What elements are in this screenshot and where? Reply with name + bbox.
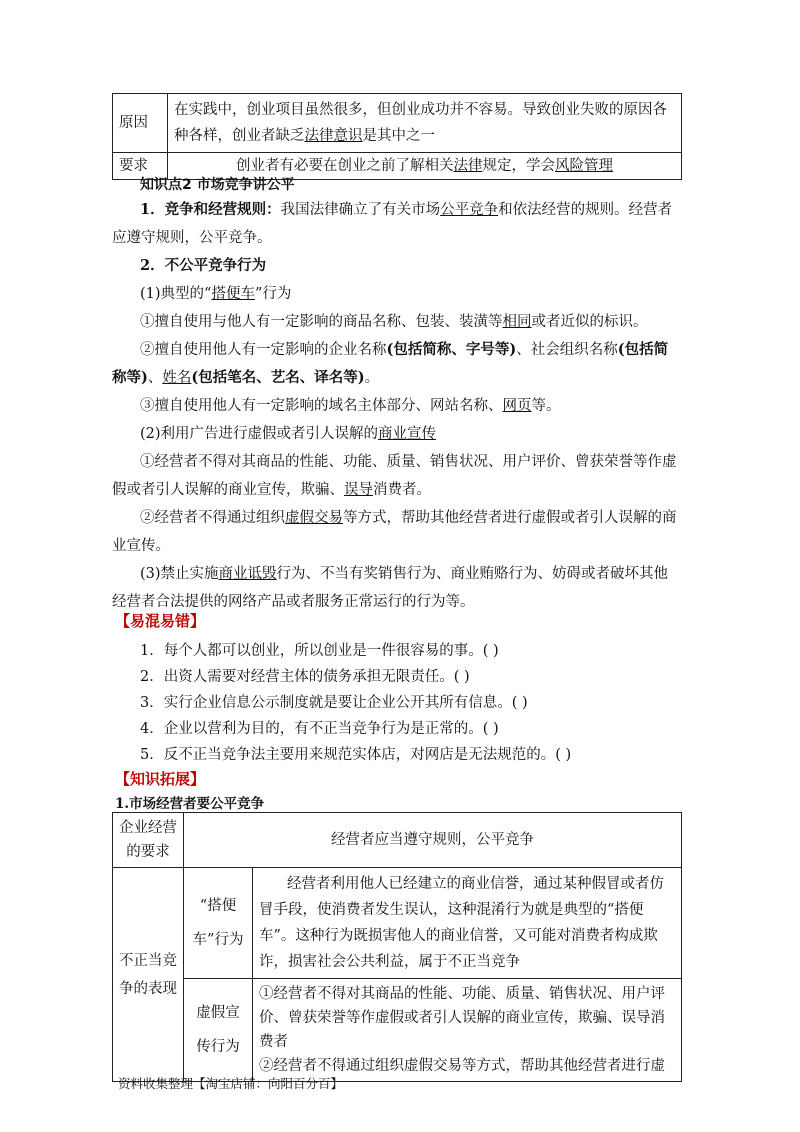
false-ad-text: ①经营者不得对其商品的性能、功能、质量、销售状况、用户评价、曾获荣誉等作虚假或者引人误解的商业宣传，欺骗、误导消费者 ②经营者不得通过组织虚假交易等方式，帮助其他经营者进行虚 — [253, 979, 682, 1082]
paragraph-item-1: ①擅自使用与他人有一定影响的商品名称、包装、装潢等相同或者近似的标识。 — [140, 314, 648, 330]
cause-requirement-table — [112, 93, 682, 180]
question-item: 5．反不正当竞争法主要用来规范实体店，对网店是无法规范的。( ) — [140, 747, 572, 763]
paragraph-competition-rules: 1．竞争和经营规则：我国法律确立了有关市场公平竞争和依法经营的规则。经营者应遵守规则，公平竞争。 — [112, 201, 673, 246]
table-row — [113, 813, 682, 868]
paragraph-false-advertising: (2)利用广告进行虚假或者引人误解的商业宣传 — [140, 426, 437, 442]
requirement-value: 经营者应当遵守规则，公平竞争 — [184, 813, 682, 868]
table-row — [113, 979, 682, 1082]
page-footer: 资料收集整理【淘宝店铺：向阳百分百】 — [118, 1076, 344, 1091]
paragraph-free-rider: (1)典型的“搭便车”行为 — [140, 286, 292, 302]
confuse-heading: 【易混易错】 — [115, 612, 206, 630]
paragraph-unfair-heading: 2．不公平竞争行为 — [140, 257, 267, 274]
question-item: 3．实行企业信息公示制度就是要让企业公开其所有信息。( ) — [140, 695, 528, 711]
cause-text: 在实践中，创业项目虽然很多，但创业成功并不容易。导致创业失败的原因各种各样，创业者缺乏法律意识是其中之一 — [168, 94, 682, 153]
false-ad-label: 虚假宣传行为 — [184, 979, 253, 1082]
extend-heading: 【知识拓展】 — [115, 770, 206, 788]
extend-subheading: 1.市场经营者要公平竞争 — [115, 796, 265, 812]
free-rider-text: 经营者利用他人已经建立的商业信誉，通过某种假冒或者仿冒手段，使消费者发生误认，这种混淆行为就是典型的“搭便车”。这种行为既损害他人的商业信誉，又可能对消费者构成欺诈，损害社会公共利益，属于不正当竞争 — [253, 868, 682, 979]
table-row — [113, 868, 682, 979]
question-item: 1．每个人都可以创业，所以创业是一件很容易的事。( ) — [140, 643, 499, 659]
paragraph-ad-item-2: ②经营者不得通过组织虚假交易等方式，帮助其他经营者进行虚假或者引人误解的商业宣传。 — [112, 510, 677, 554]
fair-competition-table — [112, 812, 682, 1082]
paragraph-ad-item-1: ①经营者不得对其商品的性能、功能、质量、销售状况、用户评价、曾获荣誉等作虚假或者引人误解的商业宣传，欺骗、误导消费者。 — [112, 454, 677, 498]
row-label-cause: 原因 — [113, 94, 168, 153]
table-row — [113, 94, 682, 153]
unfair-side-label: 不正当竞争的表现 — [113, 868, 184, 1082]
paragraph-item-3: ③擅自使用他人有一定影响的域名主体部分、网站名称、网页等。 — [140, 398, 561, 414]
free-rider-label: “搭便车”行为 — [184, 868, 253, 979]
requirement-header: 企业经营的要求 — [113, 813, 184, 868]
paragraph-prohibitions: (3)禁止实施商业诋毁行为、不当有奖销售行为、商业贿赂行为、妨碍或者破坏其他经营者合法提供的网络产品或者服务正常运行的行为等。 — [112, 566, 669, 610]
question-item: 2．出资人需要对经营主体的债务承担无限责任。( ) — [140, 669, 470, 685]
row-label-requirement: 要求 — [113, 153, 168, 180]
knowledge-point-title: 知识点2 市场竞争讲公平 — [140, 177, 295, 193]
requirement-text: 创业者有必要在创业之前了解相关法律规定，学会风险管理 — [168, 153, 682, 180]
question-item: 4．企业以营利为目的，有不正当竞争行为是正常的。( ) — [140, 721, 499, 737]
paragraph-item-2: ②擅自使用他人有一定影响的企业名称(包括简称、字号等)、社会组织名称(包括简称等)、姓名(包括笔名、艺名、译名等)。 — [112, 341, 669, 386]
